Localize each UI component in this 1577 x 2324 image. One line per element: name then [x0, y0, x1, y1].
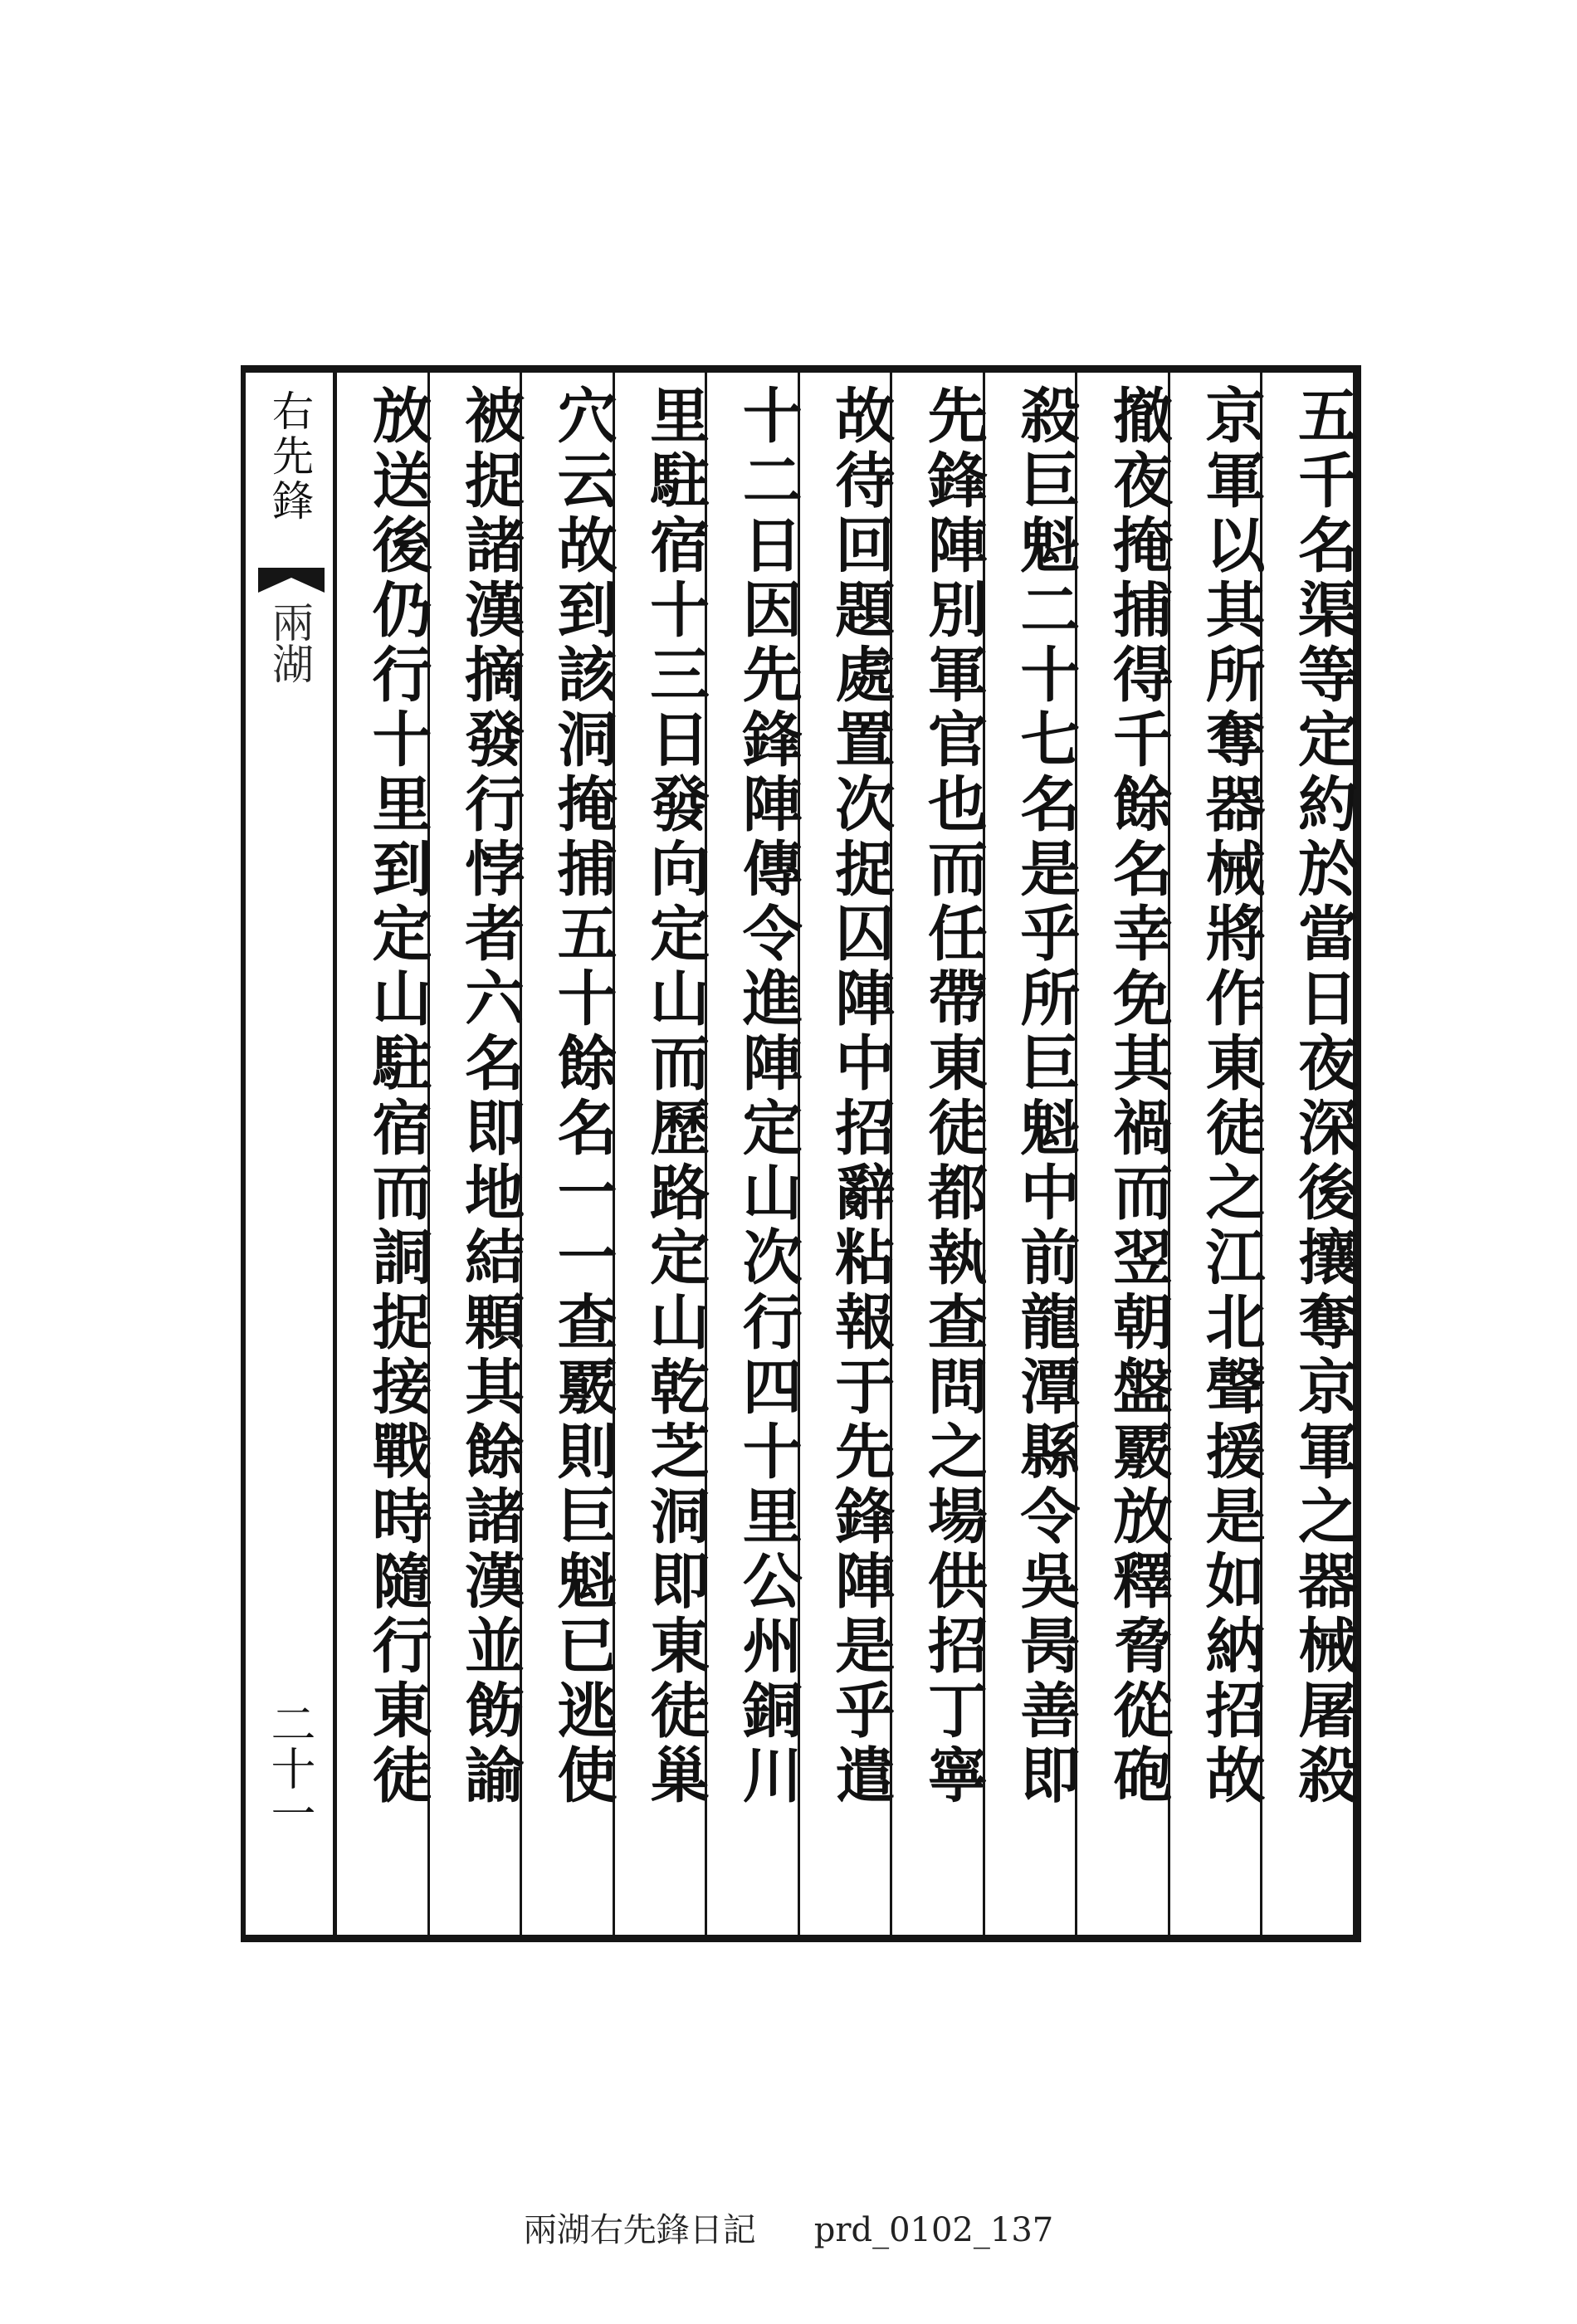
text-column-11: 放送後仍行十里到定山駐宿而詷捉接戰時隨行東徒 [362, 384, 433, 1809]
text-column-4: 殺巨魁二十七名是乎所巨魁中前龍潭縣令吳昺善即 [983, 373, 1076, 1935]
page-id: prd_0102_137 [813, 2211, 1054, 2249]
text-columns [337, 373, 1359, 1935]
text-column-9: 穴云故到該洞掩捕五十餘名一一查覈則巨魁已逃使 [520, 373, 613, 1935]
woodblock-frame [241, 365, 1361, 1942]
fish-tail-mark [258, 568, 325, 593]
block-heart-margin [246, 373, 337, 1935]
text-column-3: 撤夜掩捕得千餘名幸免其禍而翌朝盤覈放釋脅從砲 [1075, 373, 1168, 1935]
book-title: 兩湖右先鋒日記 [523, 2211, 756, 2249]
text-column-5: 先鋒陣別軍官也而任帶東徒都執查問之場供招丁寧 [890, 373, 983, 1935]
text-column-2: 京軍以其所奪器械將作東徒之江北聲援是如納招故 [1168, 373, 1261, 1935]
folio-number: 二十一 [264, 1701, 316, 1835]
text-column-10: 被捉諸漢摘發行悖者六名即地結顆其餘諸漢並飭諭 [427, 373, 520, 1935]
margin-title: 右先鋒 [266, 389, 314, 524]
text-column-8: 里駐宿十三日發向定山而歷路定山乾芝洞即東徒巢 [613, 373, 706, 1935]
text-column-7: 十二日因先鋒陣傳令進陣定山次行四十里公州銅川 [705, 373, 798, 1935]
margin-subtitle: 兩湖 [266, 601, 314, 684]
page-caption [0, 2204, 1577, 2251]
text-column-1: 五千名渠等定約於當日夜深後攘奪京軍之器械屠殺 [1260, 373, 1353, 1935]
text-column-6: 故待回題處置次捉囚陣中招辭粘報于先鋒陣是乎遣 [798, 373, 891, 1935]
